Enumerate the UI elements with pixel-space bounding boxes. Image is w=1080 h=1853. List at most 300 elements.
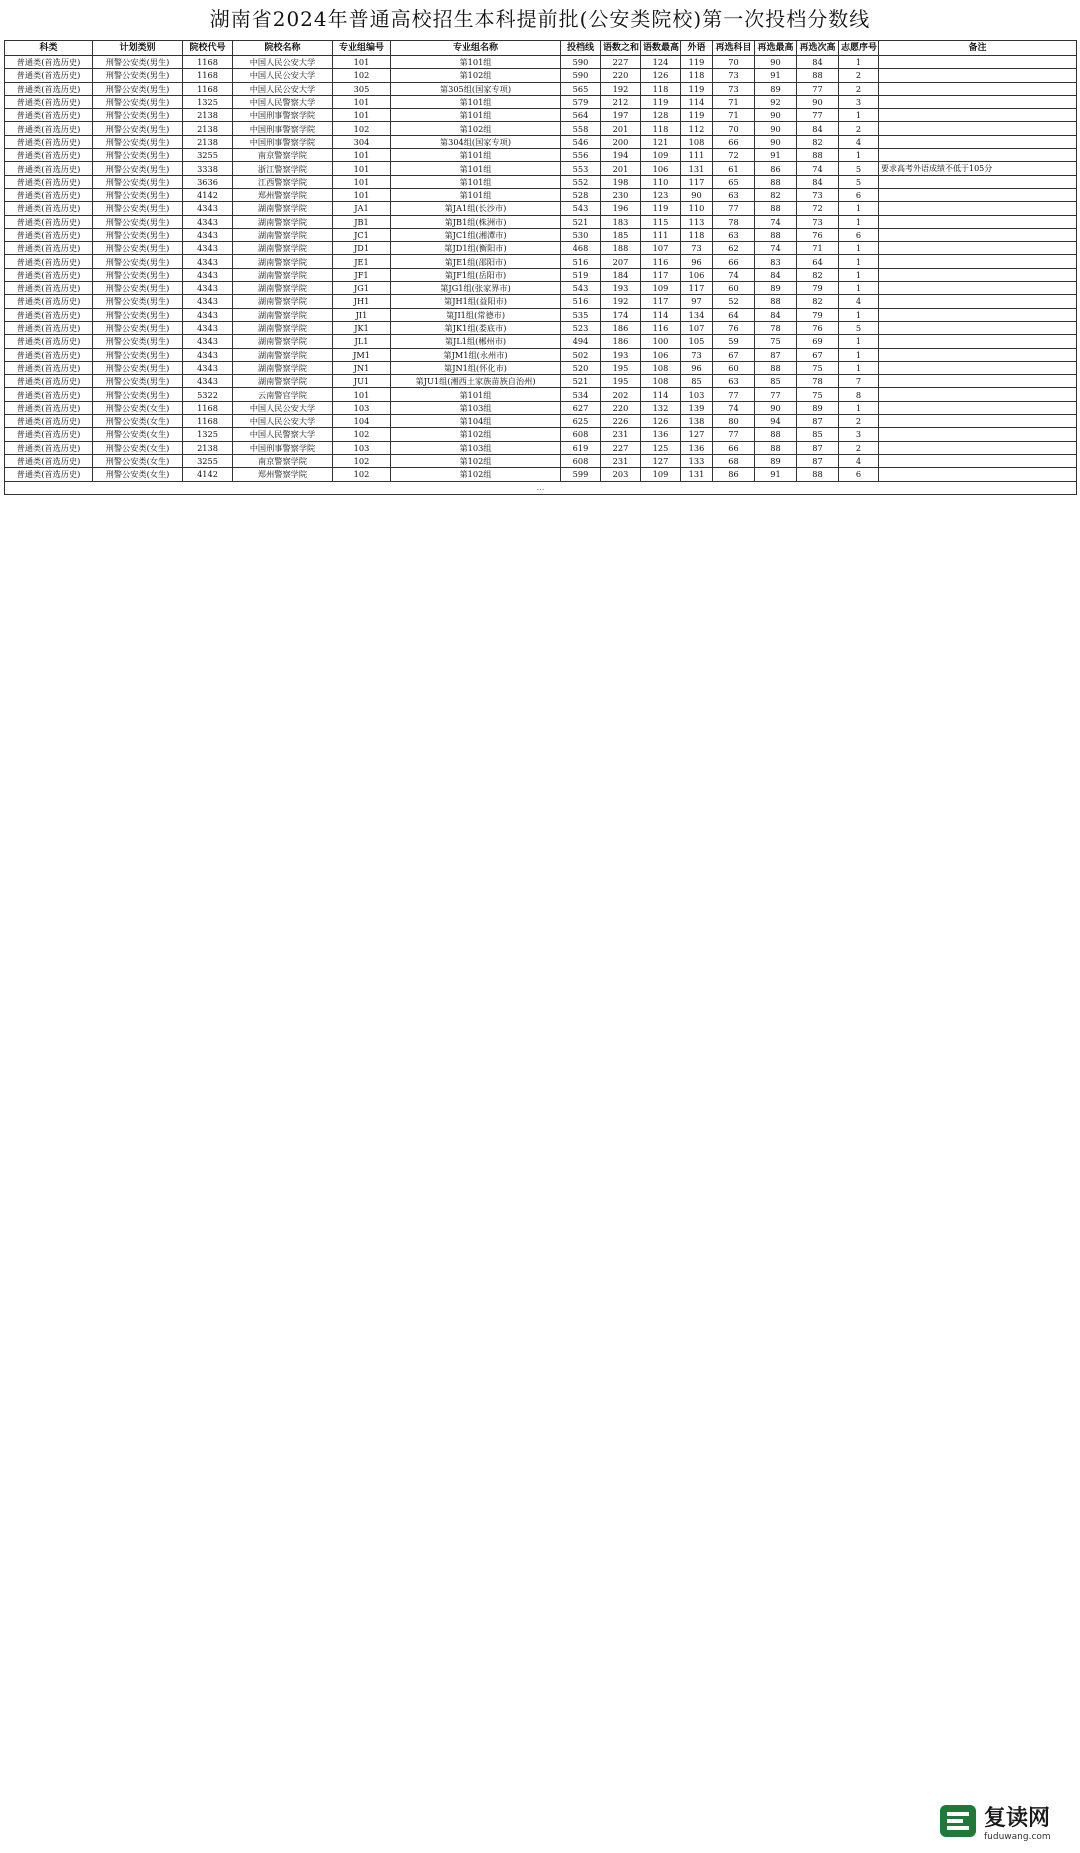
table-cell: 普通类(首选历史) bbox=[5, 454, 93, 467]
table-cell: 第101组 bbox=[391, 56, 561, 69]
table-cell: 102 bbox=[333, 69, 391, 82]
table-cell: 2 bbox=[839, 82, 879, 95]
table-cell: 88 bbox=[755, 428, 797, 441]
table-cell: 102 bbox=[333, 454, 391, 467]
table-cell: 普通类(首选历史) bbox=[5, 415, 93, 428]
table-cell: 64 bbox=[713, 308, 755, 321]
table-cell: 第101组 bbox=[391, 162, 561, 175]
column-header: 专业组编号 bbox=[333, 41, 391, 56]
table-cell: 553 bbox=[561, 162, 601, 175]
table-cell: 109 bbox=[641, 468, 681, 481]
table-cell: 刑警公安类(男生) bbox=[93, 109, 183, 122]
table-cell: 77 bbox=[755, 388, 797, 401]
table-cell: 第101组 bbox=[391, 149, 561, 162]
column-header: 院校名称 bbox=[233, 41, 333, 56]
table-cell: 127 bbox=[641, 454, 681, 467]
table-cell: 刑警公安类(男生) bbox=[93, 228, 183, 241]
table-cell: JU1 bbox=[333, 375, 391, 388]
table-cell: 77 bbox=[797, 82, 839, 95]
table-cell: 579 bbox=[561, 95, 601, 108]
table-cell: 湖南警察学院 bbox=[233, 335, 333, 348]
table-cell: 66 bbox=[713, 255, 755, 268]
table-cell bbox=[879, 308, 1077, 321]
table-cell: 1168 bbox=[183, 69, 233, 82]
table-cell bbox=[879, 321, 1077, 334]
table-cell: 227 bbox=[601, 56, 641, 69]
table-cell: 230 bbox=[601, 188, 641, 201]
table-cell bbox=[879, 348, 1077, 361]
table-cell: 1168 bbox=[183, 415, 233, 428]
table-cell: 201 bbox=[601, 122, 641, 135]
table-cell: 117 bbox=[681, 175, 713, 188]
table-cell: 133 bbox=[681, 454, 713, 467]
table-cell: 1 bbox=[839, 348, 879, 361]
table-cell: 湖南警察学院 bbox=[233, 228, 333, 241]
table-cell: 94 bbox=[755, 415, 797, 428]
table-cell: 608 bbox=[561, 454, 601, 467]
table-cell: 82 bbox=[755, 188, 797, 201]
table-cell: 126 bbox=[641, 69, 681, 82]
table-cell: 200 bbox=[601, 135, 641, 148]
table-cell: 第102组 bbox=[391, 69, 561, 82]
table-cell: 中国刑事警察学院 bbox=[233, 135, 333, 148]
table-cell: 4 bbox=[839, 135, 879, 148]
table-cell: 普通类(首选历史) bbox=[5, 82, 93, 95]
table-cell: 江西警察学院 bbox=[233, 175, 333, 188]
table-cell: 126 bbox=[641, 415, 681, 428]
table-cell: 刑警公安类(女生) bbox=[93, 401, 183, 414]
table-cell: 普通类(首选历史) bbox=[5, 388, 93, 401]
table-cell: 106 bbox=[681, 268, 713, 281]
table-cell: JM1 bbox=[333, 348, 391, 361]
table-cell: 湖南警察学院 bbox=[233, 242, 333, 255]
table-cell: 521 bbox=[561, 375, 601, 388]
table-cell: 546 bbox=[561, 135, 601, 148]
table-cell bbox=[879, 454, 1077, 467]
table-cell: 83 bbox=[755, 255, 797, 268]
table-row bbox=[5, 335, 1077, 348]
table-cell: 91 bbox=[755, 149, 797, 162]
table-cell bbox=[879, 175, 1077, 188]
table-row bbox=[5, 215, 1077, 228]
table-cell: 82 bbox=[797, 268, 839, 281]
table-row bbox=[5, 468, 1077, 481]
table-cell: 刑警公安类(男生) bbox=[93, 56, 183, 69]
table-cell: 82 bbox=[797, 135, 839, 148]
table-cell: 3636 bbox=[183, 175, 233, 188]
table-row bbox=[5, 162, 1077, 175]
table-cell: 119 bbox=[641, 202, 681, 215]
table-cell: 中国人民警察大学 bbox=[233, 95, 333, 108]
table-cell: 7 bbox=[839, 375, 879, 388]
table-cell: 85 bbox=[681, 375, 713, 388]
table-cell: 106 bbox=[641, 348, 681, 361]
table-cell: 2 bbox=[839, 122, 879, 135]
table-cell: 73 bbox=[797, 188, 839, 201]
table-cell: 77 bbox=[713, 428, 755, 441]
table-cell: 75 bbox=[755, 335, 797, 348]
table-cell: 193 bbox=[601, 282, 641, 295]
table-cell: 105 bbox=[681, 335, 713, 348]
table-cell: 101 bbox=[333, 188, 391, 201]
table-cell: 郑州警察学院 bbox=[233, 188, 333, 201]
table-cell: 普通类(首选历史) bbox=[5, 95, 93, 108]
table-cell: 125 bbox=[641, 441, 681, 454]
table-cell: 195 bbox=[601, 375, 641, 388]
table-cell: 494 bbox=[561, 335, 601, 348]
table-cell: JI1 bbox=[333, 308, 391, 321]
table-cell: 70 bbox=[713, 56, 755, 69]
table-cell: 565 bbox=[561, 82, 601, 95]
table-cell: 第JI1组(常德市) bbox=[391, 308, 561, 321]
table-cell: 中国刑事警察学院 bbox=[233, 122, 333, 135]
table-row bbox=[5, 388, 1077, 401]
table-cell: 110 bbox=[681, 202, 713, 215]
table-cell: 6 bbox=[839, 188, 879, 201]
table-cell: 普通类(首选历史) bbox=[5, 348, 93, 361]
table-cell: 519 bbox=[561, 268, 601, 281]
table-cell: 530 bbox=[561, 228, 601, 241]
table-cell: 89 bbox=[755, 82, 797, 95]
table-cell: 63 bbox=[713, 188, 755, 201]
table-cell: 湖南警察学院 bbox=[233, 215, 333, 228]
table-cell: 101 bbox=[333, 95, 391, 108]
table-cell: 108 bbox=[681, 135, 713, 148]
table-cell: 湖南警察学院 bbox=[233, 348, 333, 361]
table-cell: 118 bbox=[681, 69, 713, 82]
table-cell: 82 bbox=[797, 295, 839, 308]
table-cell: 中国人民公安大学 bbox=[233, 401, 333, 414]
table-cell: 普通类(首选历史) bbox=[5, 215, 93, 228]
table-cell: 107 bbox=[681, 321, 713, 334]
table-cell bbox=[879, 335, 1077, 348]
table-cell bbox=[879, 282, 1077, 295]
table-cell: 114 bbox=[681, 95, 713, 108]
table-cell: 4 bbox=[839, 454, 879, 467]
table-cell: 4142 bbox=[183, 188, 233, 201]
table-cell: 174 bbox=[601, 308, 641, 321]
table-cell: 108 bbox=[641, 361, 681, 374]
table-cell: 196 bbox=[601, 202, 641, 215]
table-cell: 84 bbox=[797, 175, 839, 188]
table-cell: 74 bbox=[713, 401, 755, 414]
table-cell: 78 bbox=[755, 321, 797, 334]
table-row bbox=[5, 295, 1077, 308]
table-cell: 第103组 bbox=[391, 401, 561, 414]
table-cell: 119 bbox=[681, 109, 713, 122]
table-cell: 要求高考外语成绩不低于105分 bbox=[879, 162, 1077, 175]
table-cell: 6 bbox=[839, 228, 879, 241]
table-cell: 119 bbox=[681, 56, 713, 69]
table-row bbox=[5, 361, 1077, 374]
table-cell: 71 bbox=[713, 95, 755, 108]
table-cell: 468 bbox=[561, 242, 601, 255]
table-cell: 590 bbox=[561, 56, 601, 69]
table-cell: 564 bbox=[561, 109, 601, 122]
table-cell: 4343 bbox=[183, 348, 233, 361]
table-cell: 1 bbox=[839, 282, 879, 295]
column-header: 再选科目 bbox=[713, 41, 755, 56]
table-cell: 1168 bbox=[183, 82, 233, 95]
table-cell: 88 bbox=[755, 295, 797, 308]
table-cell: 普通类(首选历史) bbox=[5, 268, 93, 281]
table-cell: 67 bbox=[713, 348, 755, 361]
table-cell bbox=[879, 361, 1077, 374]
table-cell: 普通类(首选历史) bbox=[5, 335, 93, 348]
table-cell: 90 bbox=[755, 56, 797, 69]
table-cell: 普通类(首选历史) bbox=[5, 295, 93, 308]
table-cell: 普通类(首选历史) bbox=[5, 282, 93, 295]
table-cell: 127 bbox=[681, 428, 713, 441]
table-cell: JA1 bbox=[333, 202, 391, 215]
table-cell: 114 bbox=[641, 308, 681, 321]
table-cell: 普通类(首选历史) bbox=[5, 441, 93, 454]
table-cell: 湖南警察学院 bbox=[233, 375, 333, 388]
table-cell: 71 bbox=[797, 242, 839, 255]
table-cell: JH1 bbox=[333, 295, 391, 308]
table-cell bbox=[879, 468, 1077, 481]
table-cell: 186 bbox=[601, 321, 641, 334]
table-cell: 74 bbox=[755, 242, 797, 255]
table-cell: 1 bbox=[839, 268, 879, 281]
table-cell: 73 bbox=[681, 348, 713, 361]
table-cell: 4343 bbox=[183, 361, 233, 374]
table-cell: 103 bbox=[333, 401, 391, 414]
table-cell: 第304组(国家专项) bbox=[391, 135, 561, 148]
table-cell: 304 bbox=[333, 135, 391, 148]
table-cell: 85 bbox=[755, 375, 797, 388]
table-cell: 4343 bbox=[183, 321, 233, 334]
table-cell: 刑警公安类(男生) bbox=[93, 188, 183, 201]
table-row bbox=[5, 415, 1077, 428]
table-cell: 119 bbox=[641, 95, 681, 108]
table-cell: 91 bbox=[755, 468, 797, 481]
table-cell: 108 bbox=[641, 375, 681, 388]
table-cell: 刑警公安类(女生) bbox=[93, 454, 183, 467]
table-cell: 103 bbox=[333, 441, 391, 454]
table-cell: JC1 bbox=[333, 228, 391, 241]
table-cell: 普通类(首选历史) bbox=[5, 175, 93, 188]
table-cell: 1 bbox=[839, 335, 879, 348]
table-cell: 第JU1组(湘西土家族苗族自治州) bbox=[391, 375, 561, 388]
table-row bbox=[5, 82, 1077, 95]
table-cell: 3255 bbox=[183, 149, 233, 162]
table-body bbox=[5, 56, 1077, 495]
table-cell: 207 bbox=[601, 255, 641, 268]
table-cell: 61 bbox=[713, 162, 755, 175]
table-cell: 刑警公安类(女生) bbox=[93, 468, 183, 481]
table-cell: 96 bbox=[681, 361, 713, 374]
table-cell: 89 bbox=[755, 282, 797, 295]
table-cell: 65 bbox=[713, 175, 755, 188]
table-cell: 刑警公安类(男生) bbox=[93, 282, 183, 295]
table-row bbox=[5, 149, 1077, 162]
table-row bbox=[5, 122, 1077, 135]
table-cell: 73 bbox=[713, 69, 755, 82]
table-cell: 79 bbox=[797, 308, 839, 321]
page-title: 湖南省2024年普通高校招生本科提前批(公安类院校)第一次投档分数线 bbox=[209, 7, 871, 31]
column-header: 再选最高 bbox=[755, 41, 797, 56]
table-cell: 556 bbox=[561, 149, 601, 162]
table-cell: 第101组 bbox=[391, 388, 561, 401]
table-cell: 5 bbox=[839, 162, 879, 175]
table-cell: 4343 bbox=[183, 242, 233, 255]
column-header: 语数之和 bbox=[601, 41, 641, 56]
table-cell: 中国刑事警察学院 bbox=[233, 109, 333, 122]
table-cell: 5 bbox=[839, 175, 879, 188]
table-cell: 60 bbox=[713, 361, 755, 374]
table-cell: 4343 bbox=[183, 295, 233, 308]
table-cell: 89 bbox=[755, 454, 797, 467]
table-cell: 84 bbox=[755, 268, 797, 281]
table-cell: 116 bbox=[641, 321, 681, 334]
table-cell bbox=[879, 56, 1077, 69]
table-cell bbox=[879, 242, 1077, 255]
table-cell: 64 bbox=[797, 255, 839, 268]
table-cell: 117 bbox=[681, 282, 713, 295]
table-row bbox=[5, 401, 1077, 414]
table-cell: 刑警公安类(男生) bbox=[93, 295, 183, 308]
table-cell: 88 bbox=[755, 202, 797, 215]
table-cell: 刑警公安类(男生) bbox=[93, 122, 183, 135]
table-cell: 1 bbox=[839, 56, 879, 69]
table-cell: 1168 bbox=[183, 401, 233, 414]
table-cell: 5322 bbox=[183, 388, 233, 401]
table-cell: 普通类(首选历史) bbox=[5, 308, 93, 321]
table-cell: 194 bbox=[601, 149, 641, 162]
table-cell: 139 bbox=[681, 401, 713, 414]
table-cell: 68 bbox=[713, 454, 755, 467]
table-cell: 86 bbox=[755, 162, 797, 175]
table-cell: 136 bbox=[641, 428, 681, 441]
table-cell: 63 bbox=[713, 375, 755, 388]
table-cell: 231 bbox=[601, 428, 641, 441]
table-cell: 90 bbox=[797, 95, 839, 108]
table-cell: 84 bbox=[797, 122, 839, 135]
table-cell: 192 bbox=[601, 295, 641, 308]
table-cell bbox=[879, 268, 1077, 281]
table-cell: 117 bbox=[641, 295, 681, 308]
table-cell: 87 bbox=[797, 454, 839, 467]
table-cell: 第103组 bbox=[391, 441, 561, 454]
table-cell: 88 bbox=[797, 468, 839, 481]
column-header: 科类 bbox=[5, 41, 93, 56]
table-cell: 2138 bbox=[183, 135, 233, 148]
table-cell: 刑警公安类(男生) bbox=[93, 308, 183, 321]
table-cell: 刑警公安类(男生) bbox=[93, 255, 183, 268]
table-cell: 186 bbox=[601, 335, 641, 348]
table-cell: 138 bbox=[681, 415, 713, 428]
table-row bbox=[5, 109, 1077, 122]
table-row bbox=[5, 95, 1077, 108]
table-cell: 第JN1组(怀化市) bbox=[391, 361, 561, 374]
table-cell: 183 bbox=[601, 215, 641, 228]
table-cell: 97 bbox=[681, 295, 713, 308]
table-cell: 普通类(首选历史) bbox=[5, 109, 93, 122]
table-cell: 123 bbox=[641, 188, 681, 201]
table-cell: 4343 bbox=[183, 255, 233, 268]
table-cell: 湖南警察学院 bbox=[233, 282, 333, 295]
table-cell: 88 bbox=[755, 441, 797, 454]
table-cell: 第JK1组(娄底市) bbox=[391, 321, 561, 334]
table-cell: 73 bbox=[713, 82, 755, 95]
watermark-url: fuduwang.com bbox=[984, 1831, 1051, 1842]
table-cell: 第JE1组(邵阳市) bbox=[391, 255, 561, 268]
table-cell: 77 bbox=[713, 202, 755, 215]
table-cell: 627 bbox=[561, 401, 601, 414]
table-cell: 76 bbox=[797, 228, 839, 241]
table-cell: 109 bbox=[641, 282, 681, 295]
table-cell bbox=[879, 375, 1077, 388]
table-cell: 4343 bbox=[183, 215, 233, 228]
table-cell: 87 bbox=[797, 415, 839, 428]
table-cell: 226 bbox=[601, 415, 641, 428]
table-row bbox=[5, 375, 1077, 388]
table-cell: 90 bbox=[755, 109, 797, 122]
table-cell: 刑警公安类(男生) bbox=[93, 321, 183, 334]
table-cell: 90 bbox=[681, 188, 713, 201]
column-header: 专业组名称 bbox=[391, 41, 561, 56]
table-row bbox=[5, 175, 1077, 188]
table-cell: 2 bbox=[839, 415, 879, 428]
table-cell: 521 bbox=[561, 215, 601, 228]
table-cell: 第JM1组(永州市) bbox=[391, 348, 561, 361]
table-cell: 90 bbox=[755, 135, 797, 148]
table-cell: 72 bbox=[797, 202, 839, 215]
column-header: 院校代号 bbox=[183, 41, 233, 56]
table-cell: 第JA1组(长沙市) bbox=[391, 202, 561, 215]
table-cell bbox=[879, 109, 1077, 122]
table-cell: 普通类(首选历史) bbox=[5, 56, 93, 69]
table-cell: 103 bbox=[681, 388, 713, 401]
table-cell: 刑警公安类(男生) bbox=[93, 175, 183, 188]
table-cell: 70 bbox=[713, 122, 755, 135]
table-cell: 1 bbox=[839, 308, 879, 321]
table-cell: 普通类(首选历史) bbox=[5, 135, 93, 148]
table-cell bbox=[879, 401, 1077, 414]
table-cell: 普通类(首选历史) bbox=[5, 188, 93, 201]
column-header: 投档线 bbox=[561, 41, 601, 56]
table-cell: 1 bbox=[839, 149, 879, 162]
table-cell: 84 bbox=[755, 308, 797, 321]
table-cell: 619 bbox=[561, 441, 601, 454]
score-table bbox=[4, 40, 1077, 495]
table-cell: 第102组 bbox=[391, 428, 561, 441]
table-row bbox=[5, 255, 1077, 268]
table-cell: 131 bbox=[681, 162, 713, 175]
table-cell: 4343 bbox=[183, 308, 233, 321]
table-cell bbox=[879, 295, 1077, 308]
table-cell: 516 bbox=[561, 295, 601, 308]
table-cell: 中国人民公安大学 bbox=[233, 415, 333, 428]
table-cell: 79 bbox=[797, 282, 839, 295]
table-cell: 197 bbox=[601, 109, 641, 122]
table-cell: 第305组(国家专项) bbox=[391, 82, 561, 95]
table-cell: 535 bbox=[561, 308, 601, 321]
table-cell: 刑警公安类(男生) bbox=[93, 348, 183, 361]
table-cell bbox=[879, 441, 1077, 454]
table-cell: 第JG1组(张家界市) bbox=[391, 282, 561, 295]
table-cell bbox=[879, 428, 1077, 441]
table-cell: 111 bbox=[641, 228, 681, 241]
table-cell: 4343 bbox=[183, 375, 233, 388]
table-cell: 88 bbox=[755, 175, 797, 188]
table-cell: 4343 bbox=[183, 202, 233, 215]
table-cell: 104 bbox=[333, 415, 391, 428]
table-cell: 60 bbox=[713, 282, 755, 295]
table-cell: 普通类(首选历史) bbox=[5, 255, 93, 268]
table-cell: 普通类(首选历史) bbox=[5, 122, 93, 135]
